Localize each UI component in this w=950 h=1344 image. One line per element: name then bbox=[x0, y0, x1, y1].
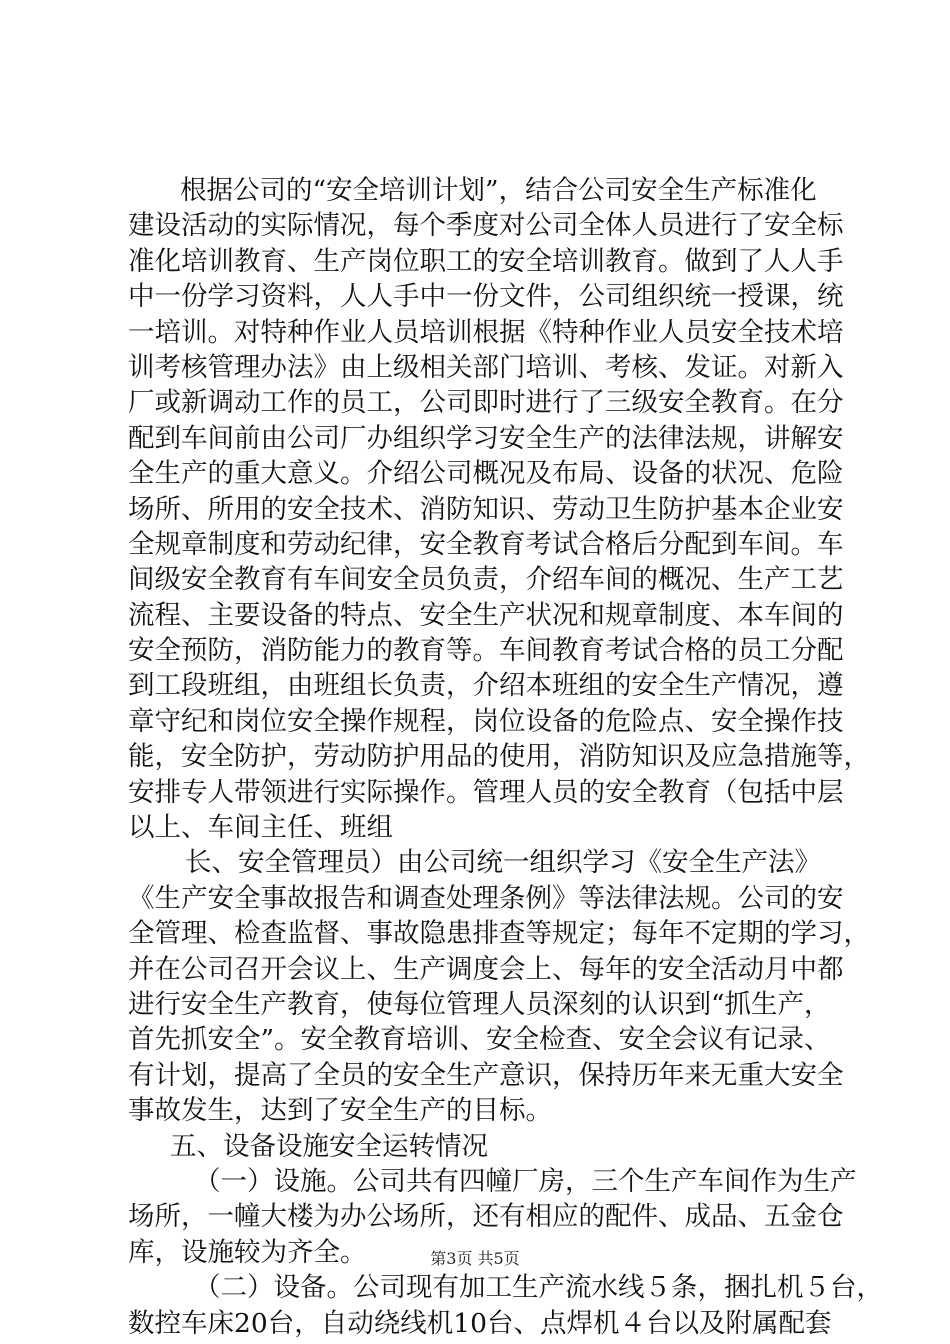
text-line: 全管理、检查监督、事故隐患排查等规定；每年不定期的学习， bbox=[128, 918, 870, 950]
text-line: 以上、车间主任、班组 bbox=[128, 812, 393, 844]
text-line: 中一份学习资料，人人手中一份文件，公司组织统一授课，统 bbox=[128, 281, 844, 313]
text-line: 进行安全生产教育，使每位管理人员深刻的认识到“抓生产， bbox=[128, 988, 831, 1020]
text-line: （一）设施。公司共有四幢厂房，三个生产车间作为生产 bbox=[194, 1165, 857, 1197]
text-line: 有计划，提高了全员的安全生产意识，保持历年来无重大安全 bbox=[128, 1059, 844, 1091]
text-line: 全生产的重大意义。介绍公司概况及布局、设备的状况、危险 bbox=[128, 458, 844, 490]
page-number: 第3页 共5页 bbox=[430, 1249, 520, 1268]
text-line: 并在公司召开会议上、生产调度会上、每年的安全活动月中都 bbox=[128, 953, 844, 985]
text-line: 建设活动的实际情况，每个季度对公司全体人员进行了安全标 bbox=[128, 210, 844, 242]
text-line: 安全预防，消防能力的教育等。车间教育考试合格的员工分配 bbox=[128, 635, 844, 667]
text-line: 到工段班组，由班组长负责，介绍本班组的安全生产情况，遵 bbox=[128, 670, 844, 702]
text-line: 能，安全防护，劳动防护用品的使用，消防知识及应急措施等， bbox=[128, 741, 870, 773]
text-line: 一培训。对特种作业人员培训根据《特种作业人员安全技术培 bbox=[128, 316, 844, 348]
text-line: 间级安全教育有车间安全员负责，介绍车间的概况、生产工艺 bbox=[128, 564, 844, 596]
text-line: 首先抓安全”。安全教育培训、安全检查、安全会议有记录、 bbox=[128, 1024, 831, 1056]
text-line: 全规章制度和劳动纪律，安全教育考试合格后分配到车间。车 bbox=[128, 528, 844, 560]
text-line: 场所，一幢大楼为办公场所，还有相应的配件、成品、五金仓 bbox=[128, 1201, 844, 1233]
page-footer bbox=[0, 1246, 950, 1269]
document-body bbox=[128, 173, 883, 1341]
text-line: 章守纪和岗位安全操作规程，岗位设备的危险点、安全操作技 bbox=[128, 705, 844, 737]
section-heading: 五、设备设施安全运转情况 bbox=[170, 1130, 488, 1162]
text-line: 配到车间前由公司厂办组织学习安全生产的法律法规，讲解安 bbox=[128, 422, 844, 454]
text-line: 流程、主要设备的特点、安全生产状况和规章制度、本车间的 bbox=[128, 599, 844, 631]
text-line: 厂或新调动工作的员工，公司即时进行了三级安全教育。在分 bbox=[128, 387, 844, 419]
text-line: 数控车床20台，自动绕线机10台、点焊机４台以及附属配套 bbox=[128, 1307, 832, 1339]
text-line: 《生产安全事故报告和调查处理条例》等法律法规。公司的安 bbox=[128, 882, 844, 914]
text-line: 准化培训教育、生产岗位职工的安全培训教育。做到了人人手 bbox=[128, 245, 844, 277]
text-line: （二）设备。公司现有加工生产流水线５条，捆扎机５台， bbox=[194, 1272, 883, 1304]
text-line: 长、安全管理员）由公司统一组织学习《安全生产法》 bbox=[185, 847, 821, 879]
text-line: 事故发生，达到了安全生产的目标。 bbox=[128, 1095, 552, 1127]
text-line: 场所、所用的安全技术、消防知识、劳动卫生防护基本企业安 bbox=[128, 493, 844, 525]
text-line: 库，设施较为齐全。 bbox=[128, 1236, 367, 1268]
text-line: 安排专人带领进行实际操作。管理人员的安全教育（包括中层 bbox=[128, 776, 844, 808]
text-line: 训考核管理办法》由上级相关部门培训、考核、发证。对新入 bbox=[128, 351, 844, 383]
text-line: 根据公司的“安全培训计划”，结合公司安全生产标准化 bbox=[180, 175, 817, 206]
